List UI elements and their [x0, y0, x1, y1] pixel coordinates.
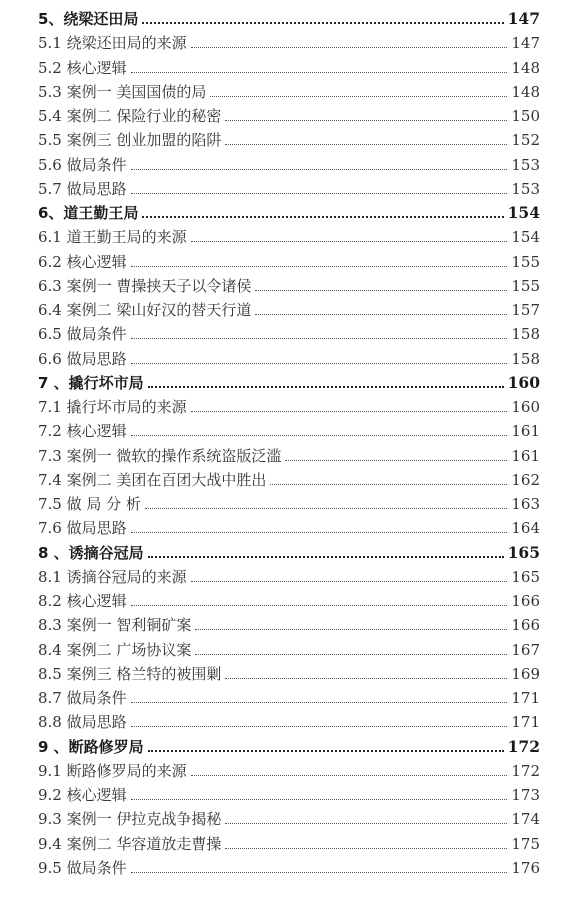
toc-page-number: 175	[511, 834, 540, 853]
toc-chapter-row[interactable]	[38, 538, 540, 562]
toc-entry-title: 8.1 诱摘谷冠局的来源	[38, 567, 187, 586]
toc-page-number: 166	[511, 616, 540, 635]
toc-page-number: 153	[511, 179, 540, 198]
toc-chapter-row[interactable]	[38, 4, 540, 28]
dot-leader	[131, 799, 508, 800]
dot-leader	[131, 169, 508, 170]
toc-entry-title: 9.5 做局条件	[38, 858, 127, 877]
toc-page-number: 176	[511, 858, 540, 877]
toc-section-row[interactable]	[38, 344, 540, 368]
toc-section-row[interactable]	[38, 489, 540, 513]
toc-page-number: 169	[511, 664, 540, 683]
toc-page-number: 147	[507, 9, 540, 28]
dot-leader	[131, 872, 508, 873]
dot-leader	[191, 775, 508, 776]
toc-section-row[interactable]	[38, 707, 540, 731]
dot-leader	[148, 556, 504, 558]
toc-page-number: 165	[507, 542, 540, 562]
toc-entry-title: 6.5 做局条件	[38, 325, 127, 344]
toc-section-row[interactable]	[38, 319, 540, 343]
toc-page-number: 158	[511, 349, 540, 368]
toc-entry-title: 7 、撬行坏市局	[38, 373, 144, 392]
toc-section-row[interactable]	[38, 683, 540, 707]
toc-section-row[interactable]	[38, 441, 540, 465]
toc-section-row[interactable]	[38, 53, 540, 77]
toc-page-number: 161	[511, 422, 540, 441]
toc-section-row[interactable]	[38, 829, 540, 853]
toc-section-row[interactable]	[38, 125, 540, 149]
toc-entry-title: 9.3 案例一 伊拉克战争揭秘	[38, 810, 222, 829]
dot-leader	[195, 629, 507, 630]
toc-entry-title: 9.1 断路修罗局的来源	[38, 761, 187, 780]
toc-section-row[interactable]	[38, 222, 540, 246]
toc-section-row[interactable]	[38, 150, 540, 174]
toc-page-number: 157	[511, 301, 540, 319]
toc-chapter-row[interactable]	[38, 198, 540, 222]
toc-entry-title: 5.6 做局条件	[38, 155, 127, 174]
toc-page-number: 152	[511, 131, 540, 150]
dot-leader	[131, 605, 508, 606]
dot-leader	[148, 386, 504, 388]
toc-entry-title: 6.1 道王勤王局的来源	[38, 228, 187, 247]
toc-entry-title: 6.2 核心逻辑	[38, 252, 127, 271]
toc-entry-title: 8.2 核心逻辑	[38, 592, 127, 610]
toc-entry-title: 6.3 案例一 曹操挟天子以令诸侯	[38, 276, 252, 295]
toc-section-row[interactable]	[38, 101, 540, 125]
toc-section-row[interactable]	[38, 780, 540, 804]
toc-page-number: 160	[507, 372, 540, 392]
toc-section-row[interactable]	[38, 853, 540, 877]
toc-page-number: 172	[511, 761, 540, 780]
toc-page-number: 165	[511, 567, 540, 586]
toc-entry-title: 9.2 核心逻辑	[38, 786, 127, 804]
dot-leader	[225, 823, 507, 824]
toc-page-number: 172	[507, 736, 540, 756]
toc-section-row[interactable]	[38, 513, 540, 537]
toc-page-number: 164	[511, 519, 540, 538]
toc-page-number: 171	[511, 689, 540, 707]
dot-leader	[142, 22, 503, 24]
dot-leader	[131, 338, 508, 339]
toc-entry-title: 8.3 案例一 智利铜矿案	[38, 616, 192, 635]
dot-leader	[225, 144, 507, 145]
toc-section-row[interactable]	[38, 295, 540, 319]
toc-page-number: 160	[511, 398, 540, 416]
dot-leader	[225, 678, 507, 679]
toc-entry-title: 8.8 做局思路	[38, 713, 127, 732]
toc-entry-title: 8.5 案例三 格兰特的被围剿	[38, 664, 222, 683]
toc-entry-title: 7.1 撬行坏市局的来源	[38, 398, 187, 416]
dot-leader	[195, 654, 507, 655]
toc-section-row[interactable]	[38, 659, 540, 683]
toc-section-row[interactable]	[38, 247, 540, 271]
toc-page-number: 153	[511, 155, 540, 174]
toc-page-number: 158	[511, 325, 540, 344]
toc-page-number: 166	[511, 592, 540, 610]
toc-section-row[interactable]	[38, 610, 540, 634]
toc-section-row[interactable]	[38, 756, 540, 780]
toc-entry-title: 8.4 案例二 广场协议案	[38, 640, 192, 659]
toc-entry-title: 5.2 核心逻辑	[38, 58, 127, 77]
toc-entry-title: 6.4 案例二 梁山好汉的替天行道	[38, 301, 252, 319]
dot-leader	[225, 120, 507, 121]
dot-leader	[131, 363, 508, 364]
dot-leader	[191, 411, 508, 412]
toc-page-number: 171	[511, 713, 540, 732]
toc-section-row[interactable]	[38, 28, 540, 52]
toc-page-number: 161	[511, 446, 540, 465]
toc-section-row[interactable]	[38, 77, 540, 101]
toc-page-number: 147	[511, 34, 540, 53]
dot-leader	[191, 581, 508, 582]
dot-leader	[131, 72, 508, 73]
toc-page-number: 154	[507, 203, 540, 222]
toc-page-number: 155	[511, 276, 540, 295]
toc-page-number: 148	[511, 82, 540, 101]
toc-entry-title: 8.7 做局条件	[38, 689, 127, 707]
toc-section-row[interactable]	[38, 416, 540, 440]
toc-entry-title: 6.6 做局思路	[38, 349, 127, 368]
dot-leader	[148, 750, 504, 752]
dot-leader	[131, 435, 508, 436]
toc-section-row[interactable]	[38, 271, 540, 295]
dot-leader	[255, 314, 507, 315]
dot-leader	[142, 216, 503, 218]
dot-leader	[131, 193, 508, 194]
dot-leader	[285, 460, 507, 461]
toc-page-number: 150	[511, 107, 540, 125]
toc-section-row[interactable]	[38, 804, 540, 828]
toc-entry-title: 7.5 做 局 分 析	[38, 495, 141, 513]
toc-section-row[interactable]	[38, 635, 540, 659]
toc-section-row[interactable]	[38, 392, 540, 416]
toc-entry-title: 5.7 做局思路	[38, 179, 127, 198]
toc-entry-title: 5.4 案例二 保险行业的秘密	[38, 107, 222, 125]
toc-chapter-row[interactable]	[38, 732, 540, 756]
dot-leader	[255, 290, 507, 291]
dot-leader	[225, 848, 507, 849]
toc-entry-title: 5.3 案例一 美国国债的局	[38, 82, 207, 101]
toc-entry-title: 5.5 案例三 创业加盟的陷阱	[38, 131, 222, 150]
toc-entry-title: 7.4 案例二 美团在百团大战中胜出	[38, 470, 267, 489]
toc-entry-title: 8 、诱摘谷冠局	[38, 543, 144, 562]
toc-chapter-row[interactable]	[38, 368, 540, 392]
toc-entry-title: 5.1 绕梁还田局的来源	[38, 34, 187, 53]
dot-leader	[131, 702, 508, 703]
dot-leader	[191, 47, 508, 48]
toc-page-number: 163	[511, 495, 540, 513]
dot-leader	[145, 508, 507, 509]
toc-entry-title: 9.4 案例二 华容道放走曹操	[38, 834, 222, 853]
toc-entry-title: 7.3 案例一 微软的操作系统盗版泛滥	[38, 446, 282, 465]
toc-page-number: 154	[511, 228, 540, 247]
dot-leader	[131, 266, 508, 267]
dot-leader	[131, 726, 508, 727]
dot-leader	[210, 96, 507, 97]
toc-page-number: 155	[511, 252, 540, 271]
toc-page-number: 167	[511, 640, 540, 659]
toc-entry-title: 5、绕梁还田局	[38, 10, 139, 28]
dot-leader	[131, 532, 508, 533]
dot-leader	[270, 484, 507, 485]
toc-section-row[interactable]	[38, 465, 540, 489]
toc-entry-title: 7.6 做局思路	[38, 519, 127, 538]
toc-page-number: 162	[511, 470, 540, 489]
toc-entry-title: 7.2 核心逻辑	[38, 422, 127, 441]
dot-leader	[191, 241, 508, 242]
toc-section-row[interactable]	[38, 174, 540, 198]
toc-entry-title: 6、道王勤王局	[38, 204, 139, 222]
toc-entry-title: 9 、断路修罗局	[38, 737, 144, 756]
toc-page-number: 173	[511, 786, 540, 804]
toc-page-number: 174	[511, 810, 540, 829]
toc-section-row[interactable]	[38, 562, 540, 586]
toc-section-row[interactable]	[38, 586, 540, 610]
toc-page-number: 148	[511, 58, 540, 77]
